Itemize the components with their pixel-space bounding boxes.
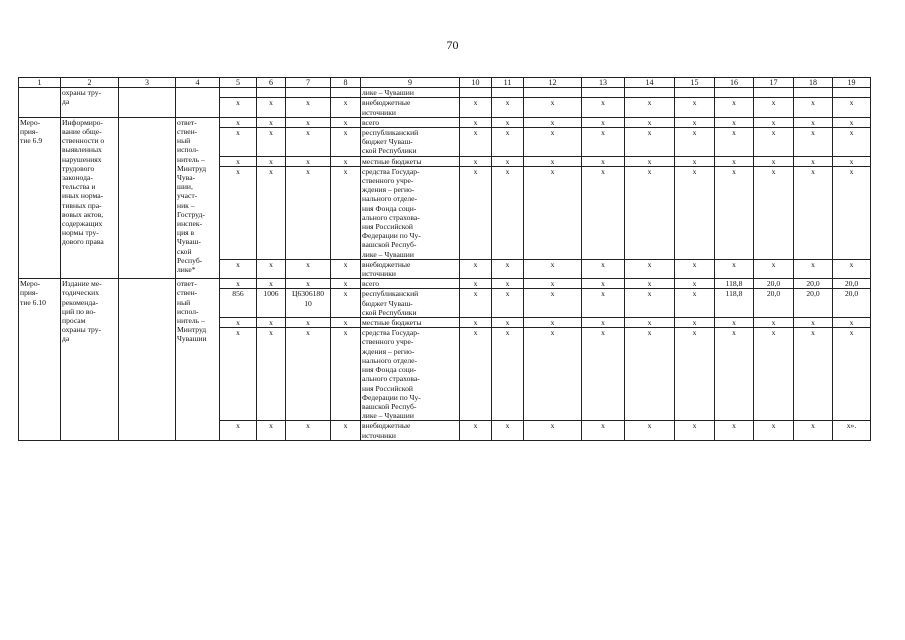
cell-col-15: x	[675, 328, 715, 421]
cell-col-11	[492, 88, 524, 98]
cell-col-5: x	[220, 328, 257, 421]
table-row	[19, 88, 871, 98]
cell-col-10: x	[460, 98, 492, 117]
cell-col-5: 856	[220, 289, 257, 318]
cell-col-12: x	[524, 279, 582, 289]
cell-col-14: x	[625, 128, 675, 157]
cell-col-12: x	[524, 98, 582, 117]
cell-col-9: внебюджетные источники	[361, 259, 460, 278]
cell-col-18: x	[794, 128, 833, 157]
cell-col-15: x	[675, 259, 715, 278]
cell-col-12: x	[524, 166, 582, 259]
header-row	[19, 78, 871, 88]
cell-col-19: 20,0	[833, 279, 871, 289]
cell-col-12	[524, 88, 582, 98]
cell-col-14: x	[625, 156, 675, 166]
cell-col-14: x	[625, 166, 675, 259]
cell-col-6: x	[257, 128, 286, 157]
cell-col-9: внебюджетные источники	[361, 98, 460, 117]
measure-title: Информиро- вание обще- ственности о выявленных нарушениях трудового законода- тельства и иных норма- тивных пра- вовых актов, содержащих нормы тру- дового права	[61, 117, 119, 278]
cell-col-19: x	[833, 166, 871, 259]
cell-col-17: 20,0	[754, 279, 794, 289]
cell-col-7: x	[286, 98, 331, 117]
cell-col-14: x	[625, 328, 675, 421]
cell-col-16: 118,8	[715, 289, 754, 318]
header-cell-3: 3	[119, 78, 176, 88]
cell-col-9: республиканский бюджет Чуваш- ской Республики	[361, 128, 460, 157]
cell-col-19: x	[833, 117, 871, 127]
cell-col-16: x	[715, 318, 754, 328]
cell-col-8: x	[331, 318, 361, 328]
header-cell-6: 6	[257, 78, 286, 88]
header-cell-13: 13	[582, 78, 625, 88]
cell-col-12: x	[524, 117, 582, 127]
cell-col-18: x	[794, 98, 833, 117]
cell-col-15: x	[675, 128, 715, 157]
cell-col-9: местные бюджеты	[361, 156, 460, 166]
header-cell-12: 12	[524, 78, 582, 88]
cell-col-10: x	[460, 156, 492, 166]
cell-col-10: x	[460, 128, 492, 157]
cell-col-10: x	[460, 259, 492, 278]
cell-col-5: x	[220, 98, 257, 117]
cell-col-7: x	[286, 328, 331, 421]
cell-col-9: средства Государ- ственного учре- ждения – регио- нального отделе- ния Фонда соци- ального страхова- ния Российской Федерации по Чу- вашской Респуб- лике – Чувашии	[361, 166, 460, 259]
cell-col-13	[582, 88, 625, 98]
cell-col-3	[119, 279, 176, 440]
cell-col-12: x	[524, 259, 582, 278]
cell-col-2: охраны тру- да	[61, 88, 119, 118]
cell-col-5: x	[220, 318, 257, 328]
cell-col-5	[220, 88, 257, 98]
cell-col-19: x	[833, 328, 871, 421]
header-cell-5: 5	[220, 78, 257, 88]
cell-col-8: x	[331, 98, 361, 117]
cell-col-9: всего	[361, 117, 460, 127]
cell-col-15: x	[675, 98, 715, 117]
cell-col-15: x	[675, 289, 715, 318]
cell-col-11: x	[492, 328, 524, 421]
cell-col-15: x	[675, 421, 715, 440]
cell-col-17: x	[754, 98, 794, 117]
cell-col-5: x	[220, 117, 257, 127]
cell-col-8: x	[331, 166, 361, 259]
header-cell-10: 10	[460, 78, 492, 88]
cell-col-7: x	[286, 259, 331, 278]
cell-col-14	[625, 88, 675, 98]
cell-col-16: x	[715, 128, 754, 157]
measure-executor: ответ- ствен- ный испол- нитель – Минтруд Чувашии	[176, 279, 220, 440]
cell-col-14: x	[625, 318, 675, 328]
cell-col-13: x	[582, 166, 625, 259]
cell-col-6: x	[257, 98, 286, 117]
cell-col-5: x	[220, 128, 257, 157]
cell-col-13: x	[582, 156, 625, 166]
cell-col-6: x	[257, 117, 286, 127]
cell-col-19: x	[833, 128, 871, 157]
cell-col-8	[331, 88, 361, 98]
cell-col-11: x	[492, 279, 524, 289]
cell-col-10: x	[460, 318, 492, 328]
cell-col-17: x	[754, 318, 794, 328]
cell-col-16: x	[715, 259, 754, 278]
cell-col-16: x	[715, 328, 754, 421]
cell-col-8: x	[331, 421, 361, 440]
measure-6-9-row	[19, 117, 871, 127]
cell-col-7: x	[286, 279, 331, 289]
cell-col-14: x	[625, 289, 675, 318]
cell-col-7: Ц6306180 10	[286, 289, 331, 318]
header-cell-14: 14	[625, 78, 675, 88]
cell-col-19	[833, 88, 871, 98]
cell-col-18: x	[794, 156, 833, 166]
cell-col-12: x	[524, 318, 582, 328]
cell-col-8: x	[331, 328, 361, 421]
cell-col-7: x	[286, 318, 331, 328]
cell-col-16: x	[715, 421, 754, 440]
header-cell-11: 11	[492, 78, 524, 88]
cell-col-13: x	[582, 117, 625, 127]
cell-col-12: x	[524, 328, 582, 421]
cell-col-6: x	[257, 318, 286, 328]
header-cell-7: 7	[286, 78, 331, 88]
cell-col-7	[286, 88, 331, 98]
cell-col-7: x	[286, 166, 331, 259]
cell-col-18: x	[794, 421, 833, 440]
cell-col-12: x	[524, 421, 582, 440]
cell-col-3	[119, 88, 176, 118]
cell-col-18: x	[794, 318, 833, 328]
header-cell-4: 4	[176, 78, 220, 88]
header-cell-16: 16	[715, 78, 754, 88]
cell-col-18: x	[794, 117, 833, 127]
measure-number: Меро- прия- тие 6.10	[19, 279, 61, 440]
cell-col-7: x	[286, 156, 331, 166]
cell-col-16: x	[715, 117, 754, 127]
cell-col-4	[176, 88, 220, 118]
cell-col-8: x	[331, 279, 361, 289]
cell-col-11: x	[492, 98, 524, 117]
cell-col-14: x	[625, 117, 675, 127]
header-cell-17: 17	[754, 78, 794, 88]
cell-col-10	[460, 88, 492, 98]
cell-col-10: x	[460, 328, 492, 421]
cell-col-5: x	[220, 421, 257, 440]
cell-col-12: x	[524, 156, 582, 166]
cell-col-19: x	[833, 98, 871, 117]
cell-col-14: x	[625, 279, 675, 289]
cell-col-17: x	[754, 156, 794, 166]
cell-col-3	[119, 117, 176, 278]
cell-col-19: x	[833, 318, 871, 328]
cell-col-18: 20,0	[794, 279, 833, 289]
cell-col-18: x	[794, 259, 833, 278]
cell-col-19: x	[833, 259, 871, 278]
cell-col-15: x	[675, 318, 715, 328]
cell-col-8: x	[331, 128, 361, 157]
cell-col-11: x	[492, 128, 524, 157]
cell-col-7: x	[286, 117, 331, 127]
cell-col-17: x	[754, 117, 794, 127]
cell-col-5: x	[220, 156, 257, 166]
cell-col-11: x	[492, 156, 524, 166]
cell-col-15	[675, 88, 715, 98]
cell-col-11: x	[492, 259, 524, 278]
cell-col-16: x	[715, 98, 754, 117]
cell-col-14: x	[625, 98, 675, 117]
cell-col-9: местные бюджеты	[361, 318, 460, 328]
header-cell-15: 15	[675, 78, 715, 88]
cell-col-16: x	[715, 156, 754, 166]
cell-col-13: x	[582, 328, 625, 421]
cell-col-6: x	[257, 166, 286, 259]
cell-col-18: x	[794, 166, 833, 259]
cell-col-8: x	[331, 117, 361, 127]
measure-title: Издание ме- тодических рекоменда- ций по во- просам охраны тру- да	[61, 279, 119, 440]
cell-col-11: x	[492, 117, 524, 127]
cell-col-9: республиканский бюджет Чуваш- ской Республики	[361, 289, 460, 318]
cell-col-6: 1006	[257, 289, 286, 318]
header-cell-1: 1	[19, 78, 61, 88]
cell-col-7: x	[286, 128, 331, 157]
header-cell-19: 19	[833, 78, 871, 88]
cell-col-13: x	[582, 128, 625, 157]
cell-col-6	[257, 88, 286, 98]
cell-col-19: 20,0	[833, 289, 871, 318]
measure-number: Меро- прия- тие 6.9	[19, 117, 61, 278]
cell-col-6: x	[257, 279, 286, 289]
cell-col-17	[754, 88, 794, 98]
cell-col-13: x	[582, 98, 625, 117]
cell-col-15: x	[675, 279, 715, 289]
cell-col-9: лике – Чувашии	[361, 88, 460, 98]
cell-col-9: всего	[361, 279, 460, 289]
cell-col-13: x	[582, 318, 625, 328]
header-cell-9: 9	[361, 78, 460, 88]
cell-col-6: x	[257, 156, 286, 166]
cell-col-14: x	[625, 259, 675, 278]
cell-col-17: x	[754, 166, 794, 259]
cell-col-13: x	[582, 289, 625, 318]
cell-col-17: x	[754, 328, 794, 421]
cell-col-13: x	[582, 259, 625, 278]
cell-col-6: x	[257, 328, 286, 421]
cell-col-15: x	[675, 156, 715, 166]
cell-col-11: x	[492, 289, 524, 318]
cell-col-18: 20,0	[794, 289, 833, 318]
cell-col-5: x	[220, 259, 257, 278]
cell-col-10: x	[460, 279, 492, 289]
cell-col-6: x	[257, 421, 286, 440]
cell-col-19: x	[833, 156, 871, 166]
cell-col-16	[715, 88, 754, 98]
cell-col-15: x	[675, 166, 715, 259]
program-table	[18, 77, 871, 441]
cell-col-5: x	[220, 279, 257, 289]
page-number: 70	[446, 38, 459, 52]
header-cell-8: 8	[331, 78, 361, 88]
cell-col-10: x	[460, 166, 492, 259]
cell-col-5: x	[220, 166, 257, 259]
header-cell-18: 18	[794, 78, 833, 88]
cell-col-10: x	[460, 289, 492, 318]
cell-col-9: внебюджетные источники	[361, 421, 460, 440]
cell-col-15: x	[675, 117, 715, 127]
cell-col-13: x	[582, 279, 625, 289]
cell-col-9: средства Государ- ственного учре- ждения – регио- нального отделе- ния Фонда соци- ального страхова- ния Российской Федерации по Чу- вашской Респуб- лике – Чувашии	[361, 328, 460, 421]
cell-col-17: x	[754, 259, 794, 278]
cell-col-17: x	[754, 421, 794, 440]
cell-col-11: x	[492, 421, 524, 440]
cell-col-7: x	[286, 421, 331, 440]
cell-col-1	[19, 88, 61, 118]
cell-col-16: x	[715, 166, 754, 259]
cell-col-12: x	[524, 128, 582, 157]
cell-col-17: x	[754, 128, 794, 157]
cell-col-17: 20,0	[754, 289, 794, 318]
cell-col-12: x	[524, 289, 582, 318]
header-cell-2: 2	[61, 78, 119, 88]
cell-col-10: x	[460, 117, 492, 127]
measure-6-10-row	[19, 279, 871, 289]
cell-col-11: x	[492, 166, 524, 259]
cell-col-10: x	[460, 421, 492, 440]
cell-col-19: x».	[833, 421, 871, 440]
cell-col-18: x	[794, 328, 833, 421]
cell-col-14: x	[625, 421, 675, 440]
cell-col-8: x	[331, 289, 361, 318]
cell-col-8: x	[331, 259, 361, 278]
cell-col-16: 118,8	[715, 279, 754, 289]
cell-col-6: x	[257, 259, 286, 278]
cell-col-11: x	[492, 318, 524, 328]
cell-col-13: x	[582, 421, 625, 440]
cell-col-8: x	[331, 156, 361, 166]
cell-col-18	[794, 88, 833, 98]
measure-executor: ответ- ствен- ный испол- нитель – Минтруд Чува- шии, участ- ник – Гоструд- инспек- ция в Чуваш- ской Респуб- лике*	[176, 117, 220, 278]
